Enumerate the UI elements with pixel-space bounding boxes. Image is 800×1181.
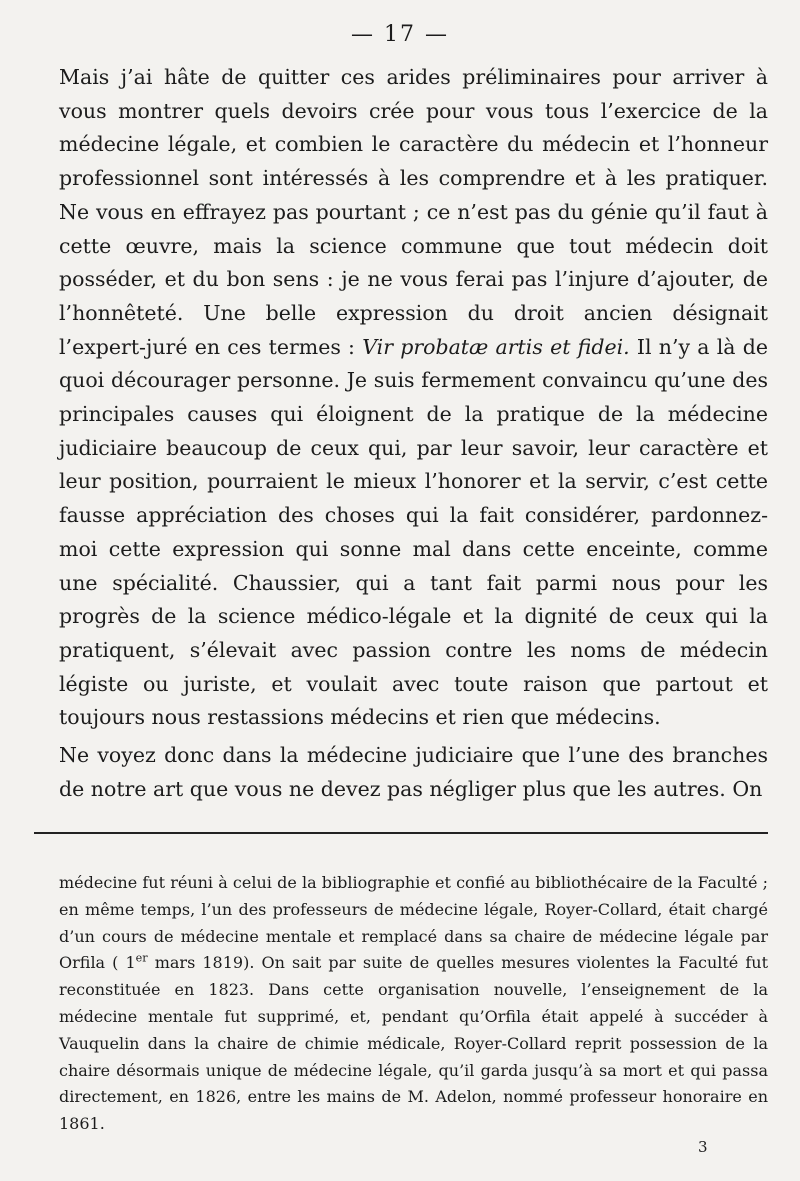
paragraph-text: Il n’y a là de quoi décourager personne. Je suis fermement convaincu qu’une des principales causes qui éloignent de la pratique de la médecine judiciaire beaucoup de ceux qui, par leur savoir, leur caractère et leur position, pourraient le mieux l’honorer et la servir, c’est cette fausse appréciation des choses qui la fait considérer, pardonnez-moi cette expression qui sonne mal dans cette enceinte, comme une spécialité. Chaussier, qui a tant fait parmi nous pour les progrès de la science médico-légale et la dignité de ceux qui la pratiquent, s’élevait avec passion contre les noms de médecin légiste ou juriste, et voulait avec toute raison que partout et toujours nous restassions médecins et rien que médecins. [59,334,768,730]
footnote [59,870,768,1138]
paragraph [59,739,768,806]
page-number: — 17 — [351,22,449,47]
footnote-separator [34,832,768,834]
paragraph [59,61,768,735]
footnote-text-part: médecine fut réuni à celui de la bibliographie et confié au bibliothécaire de la Faculté ; en même temps, l’un des professeurs de médecine légale, Royer-Collard, était chargé d’un cours de médecine mentale et remplacé dans sa chaire de médecine légale par Orfila ( 1 [59,873,768,973]
footnote-text [59,870,768,1138]
latin-quotation: Vir probatæ artis et fidei. [362,334,630,359]
signature-mark: 3 [698,1138,708,1156]
paragraph-text: Ne voyez donc dans la médecine judiciaire que l’une des branches de notre art que vous ne devez pas négliger plus que les autres. On [59,743,768,801]
paragraph-text: Mais j’ai hâte de quitter ces arides préliminaires pour arriver à vous montrer quels devoirs crée pour vous tous l’exercice de la médecine légale, et combien le caractère du médecin et l’honneur professionnel sont intéressés à les comprendre et à les pratiquer. Ne vous en effrayez pas pourtant ; ce n’est pas du génie qu’il faut à cette œuvre, mais la science commune que tout médecin doit posséder, et du bon sens : je ne vous ferai pas l’injure d’ajouter, de l’honnêteté. Une belle expression du droit ancien désignait l’expert-juré en ces termes : [59,65,768,359]
ordinal-superscript: er [135,952,148,966]
main-text [59,61,768,806]
footnote-text-part: mars 1819). On sait par suite de quelles mesures violentes la Faculté fut reconstituée en 1823. Dans cette organisation nouvelle, l’enseignement de la médecine mentale fut supprimé, et, pendant qu’Orfila était appelé à succéder à Vauquelin dans la chaire de chimie médicale, Royer-Collard reprit possession de la chaire désormais unique de médecine légale, qu’il garda jusqu’à sa mort et qui passa directement, en 1826, entre les mains de M. Adelon, nommé professeur honoraire en 1861. [59,953,768,1134]
